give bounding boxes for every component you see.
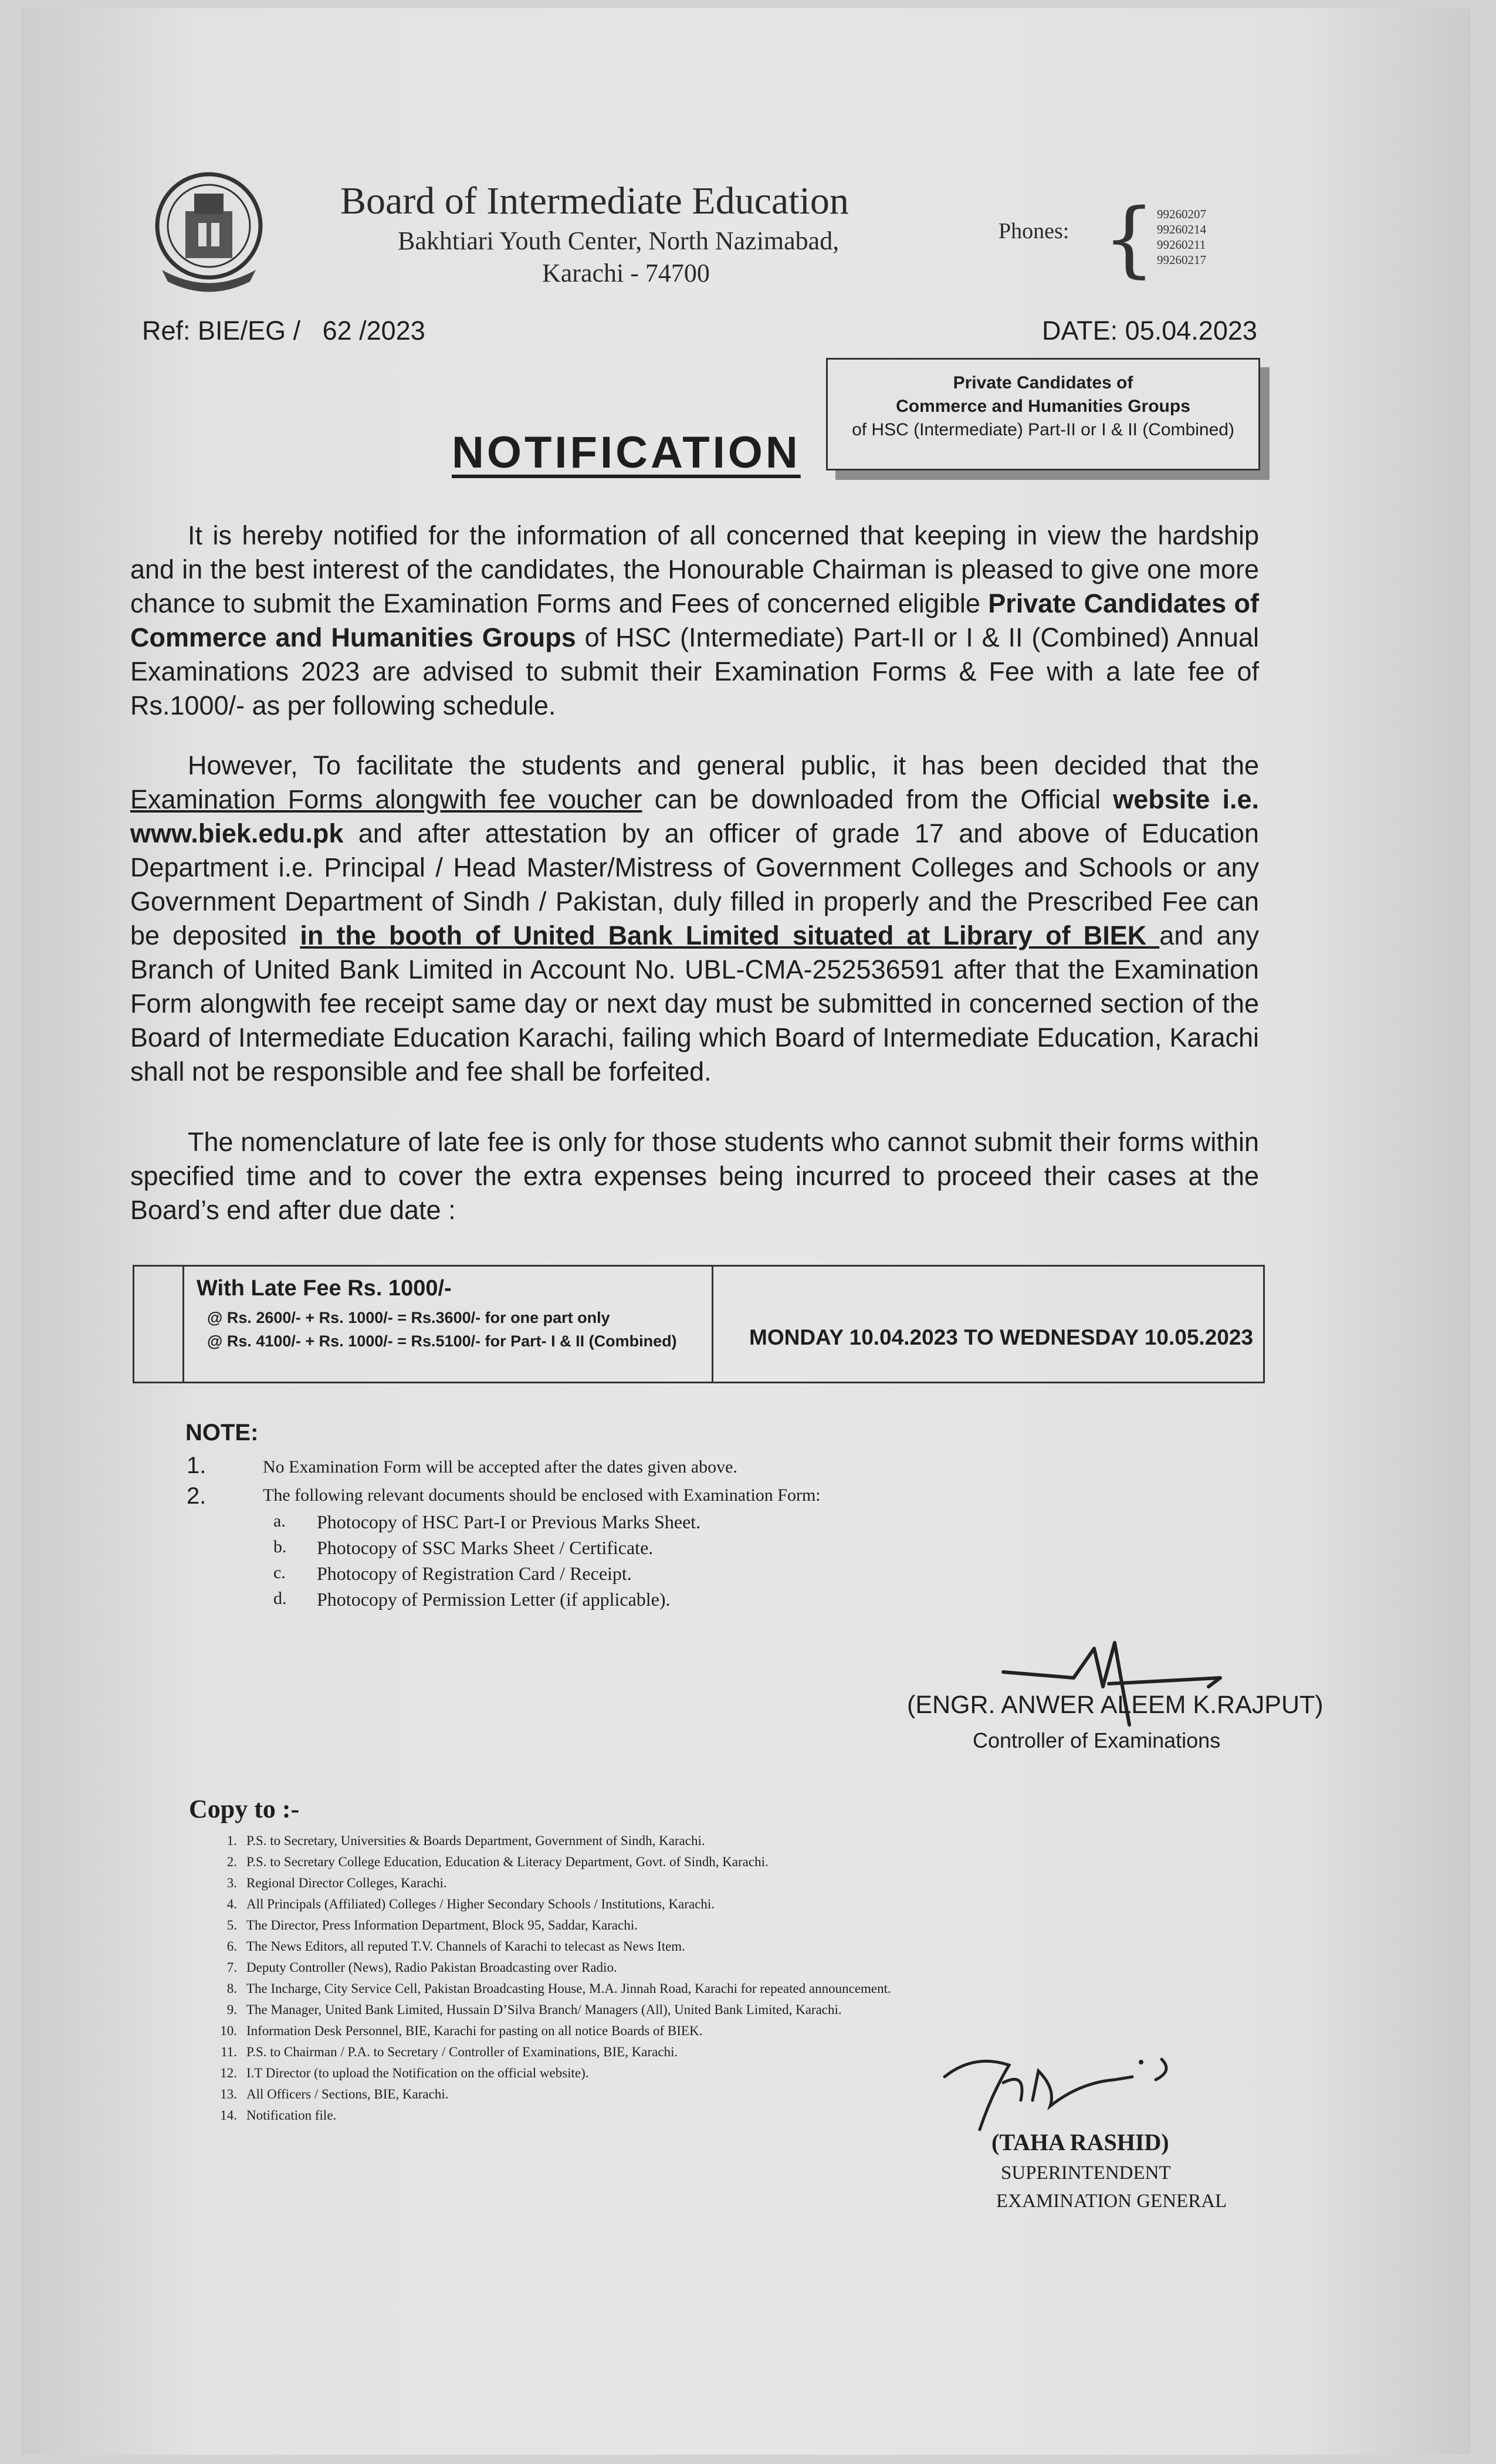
list-item: [207, 1936, 891, 1957]
list-item-text: P.S. to Chairman / P.A. to Secretary / Controller of Examinations, BIE, Karachi.: [246, 2045, 678, 2059]
phone-number: 99260207: [1157, 207, 1206, 221]
fee-title: With Late Fee Rs. 1000/-: [197, 1276, 452, 1301]
phones-label: Phones:: [999, 219, 1069, 243]
paragraph-text: and any Branch of United Bank Limited in Account No. UBL-CMA-252536591 after that the Examination Form alongwith fee receipt same day or next day must be submitted in concerned section of the Board of Intermediate Education Karachi, failing which Board of Intermediate Education, Karachi shall not be responsible and fee shall be forfeited.: [130, 920, 1260, 1087]
phone-number: 99260211: [1157, 238, 1206, 252]
sub-item-text: Photocopy of SSC Marks Sheet / Certificate.: [317, 1537, 654, 1558]
list-item: [207, 1978, 891, 1999]
reference-number: Ref: BIE/EG / 62 /2023: [142, 316, 425, 346]
list-item-number: 14.: [220, 2108, 237, 2123]
paragraph-3: [130, 1125, 1259, 1227]
phone-number: 99260217: [1157, 253, 1206, 267]
sub-item-text: Photocopy of Registration Card / Receipt.: [317, 1563, 632, 1584]
sub-item-text: Photocopy of HSC Part-I or Previous Marks Sheet.: [317, 1511, 701, 1532]
fee-line-combined: @ Rs. 4100/- + Rs. 1000/- = Rs.5100/- for Part- I & II (Combined): [207, 1332, 677, 1350]
list-item-number: 11.: [221, 2045, 237, 2059]
note-heading: NOTE:: [185, 1420, 259, 1446]
superintendent-name: (TAHA RASHID): [991, 2129, 1169, 2155]
paragraph-text: However, To facilitate the students and general public, it has been decided that the: [188, 750, 1259, 780]
list-item-text: P.S. to Secretary College Education, Education & Literacy Department, Govt. of Sindh, Karachi.: [246, 1854, 769, 1869]
list-item-number: 13.: [220, 2087, 237, 2101]
paragraph-1: [130, 519, 1259, 723]
list-item: [207, 1957, 891, 1978]
list-item-number: 2.: [226, 1854, 237, 1869]
list-item: [207, 1830, 891, 1852]
note-number: 1.: [187, 1453, 207, 1478]
paragraph-text: and after attestation by an officer of grade 17 and above of Education Department i.e. Principal / Head Master/Mistress of Government Colleges and Schools or any Government Department of Sindh / Pakistan, duly filled in properly and the Prescribed Fee can be deposited: [130, 818, 1259, 950]
list-item-number: 5.: [226, 1918, 237, 1932]
list-item-number: 3.: [226, 1876, 237, 1890]
controller-name: (ENGR. ANWER ALEEM K.RAJPUT): [907, 1691, 1324, 1719]
sub-item-text: Photocopy of Permission Letter (if applicable).: [317, 1589, 671, 1610]
notification-title: NOTIFICATION: [452, 428, 801, 478]
list-item-number: 7.: [226, 1960, 237, 1975]
phone-number: 99260214: [1157, 222, 1206, 236]
list-item: [207, 2063, 891, 2084]
notification-date: DATE: 05.04.2023: [1042, 316, 1257, 346]
paragraph-text: can be downloaded from the Official: [642, 784, 1113, 814]
list-item-text: The Incharge, City Service Cell, Pakistan Broadcasting House, M.A. Jinnah Road, Karachi for repeated announcement.: [246, 1981, 891, 1996]
list-item: [207, 2084, 891, 2105]
list-item-text: Deputy Controller (News), Radio Pakistan Broadcasting over Radio.: [246, 1960, 617, 1975]
fee-line-one-part: @ Rs. 2600/- + Rs. 1000/- = Rs.3600/- for one part only: [207, 1309, 610, 1326]
list-item: [207, 1852, 891, 1873]
list-item: [207, 1873, 891, 1894]
sub-item-letter: d.: [273, 1589, 287, 1608]
list-item-number: 12.: [220, 2066, 237, 2080]
table-divider: [182, 1267, 184, 1382]
list-item-number: 8.: [226, 1981, 237, 1996]
website-text: website i.e. www.biek.edu.pk: [130, 784, 1259, 848]
fee-schedule-dates: MONDAY 10.04.2023 TO WEDNESDAY 10.05.2023: [749, 1325, 1254, 1349]
paragraph-text: The nomenclature of late fee is only for those students who cannot submit their forms within specified time and to cover the extra expenses being incurred to proceed their cases at the Board’s end after due date :: [130, 1127, 1259, 1225]
paragraph-bold-underlined-text: in the booth of United Bank Limited situated at Library of BIEK: [300, 920, 1160, 950]
controller-title: Controller of Examinations: [973, 1728, 1221, 1752]
list-item: [207, 1999, 891, 2020]
list-item: [207, 2042, 891, 2063]
late-fee-table: [133, 1265, 1265, 1383]
paragraph-2: [130, 749, 1259, 1089]
phone-numbers: [1157, 207, 1206, 268]
list-item: [207, 2105, 891, 2126]
superintendent-signature: [939, 2047, 1220, 2135]
list-item-text: P.S. to Secretary, Universities & Boards Department, Government of Sindh, Karachi.: [246, 1833, 705, 1848]
phones-brace-icon: {: [1103, 191, 1156, 287]
list-item-text: Regional Director Colleges, Karachi.: [246, 1876, 447, 1890]
paragraph-underlined-text: Examination Forms alongwith fee voucher: [130, 784, 642, 814]
list-item-text: The News Editors, all reputed T.V. Channels of Karachi to telecast as News Item.: [246, 1939, 685, 1954]
sub-item-letter: c.: [273, 1563, 286, 1582]
list-item-number: 6.: [226, 1939, 237, 1954]
list-item-text: Information Desk Personnel, BIE, Karachi for pasting on all notice Boards of BIEK.: [246, 2023, 703, 2038]
copy-to-heading: Copy to :-: [189, 1795, 300, 1823]
list-item-text: All Officers / Sections, BIE, Karachi.: [246, 2087, 449, 2101]
list-item: [207, 1894, 891, 1915]
table-divider: [712, 1267, 713, 1382]
subject-box: [826, 358, 1260, 471]
sub-item-letter: a.: [273, 1511, 286, 1531]
copy-to-list: [207, 1830, 891, 2126]
controller-signature: [991, 1637, 1226, 1737]
list-item-number: 10.: [220, 2023, 237, 2038]
note-text: No Examination Form will be accepted after the dates given above.: [263, 1457, 737, 1477]
paragraph-bold-text: Private Candidates of Commerce and Humanities Groups: [130, 588, 1259, 652]
subject-line1: Private Candidates of: [953, 373, 1133, 392]
list-item-text: The Director, Press Information Department, Block 95, Saddar, Karachi.: [246, 1918, 638, 1932]
list-item-number: 9.: [226, 2002, 237, 2017]
paragraph-text: of HSC (Intermediate) Part-II or I & II (Combined) Annual Examinations 2023 are advised to submit their Examination Forms & Fee with a late fee of Rs.1000/- as per following schedule.: [130, 622, 1259, 720]
organization-address-line2: Karachi - 74700: [542, 259, 710, 284]
sub-item-letter: b.: [273, 1537, 287, 1556]
note-text: The following relevant documents should be enclosed with Examination Form:: [263, 1485, 821, 1505]
superintendent-title: SUPERINTENDENT: [1001, 2162, 1171, 2184]
subject-line3: of HSC (Intermediate) Part-II or I & II (Combined): [852, 420, 1234, 439]
organization-name: Board of Intermediate Education: [340, 180, 849, 222]
list-item: [207, 2020, 891, 2042]
note-number: 2.: [187, 1483, 207, 1509]
list-item-number: 1.: [226, 1833, 237, 1848]
list-item-text: Notification file.: [246, 2108, 337, 2123]
list-item-number: 4.: [226, 1897, 237, 1911]
list-item: [207, 1915, 891, 1936]
organization-address-line1: Bakhtiari Youth Center, North Nazimabad,: [398, 226, 840, 255]
board-logo-emblem: [150, 170, 268, 293]
list-item-text: All Principals (Affiliated) Colleges / Higher Secondary Schools / Institutions, Karachi.: [246, 1897, 715, 1911]
subject-line2: Commerce and Humanities Groups: [896, 397, 1190, 416]
superintendent-department: EXAMINATION GENERAL: [996, 2191, 1227, 2212]
list-item-text: I.T Director (to upload the Notification on the official website).: [246, 2066, 589, 2080]
paragraph-text: It is hereby notified for the information of all concerned that keeping in view the hardship and in the best interest of the candidates, the Honourable Chairman is pleased to give one more chance to submit the Examination Forms and Fees of concerned eligible: [130, 520, 1259, 618]
list-item-text: The Manager, United Bank Limited, Hussain D’Silva Branch/ Managers (All), United Bank Limited, Karachi.: [246, 2002, 842, 2017]
